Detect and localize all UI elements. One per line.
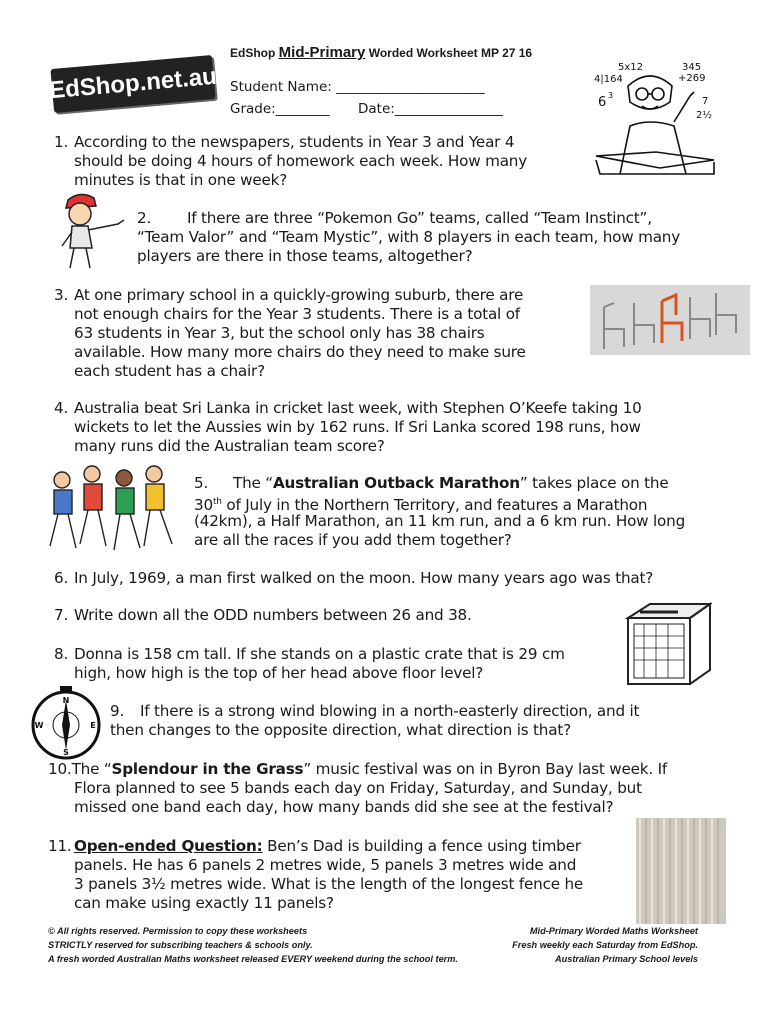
boy-doing-maths-illustration	[590, 56, 720, 180]
question-10-number: 10.	[48, 760, 72, 778]
question-7-number: 7.	[54, 606, 69, 624]
compass-north: N	[62, 696, 70, 705]
question-3-line: 63 students in Year 3, but the school only has 38 chairs	[74, 324, 485, 342]
compass-south: S	[63, 748, 69, 757]
question-6: In July, 1969, a man first walked on the moon. How many years ago was that?	[74, 569, 654, 587]
question-5-number: 5.	[194, 474, 209, 492]
q11-line1: Ben’s Dad is building a fence using timber	[262, 837, 581, 855]
question-3-line: At one primary school in a quickly-growing suburb, there are	[74, 286, 524, 304]
question-11-line: panels. He has 6 panels 2 metres wide, 5 panels 3 metres wide and	[74, 856, 577, 874]
doodle-text-4: 4|164	[594, 74, 623, 85]
question-4-number: 4.	[54, 399, 69, 417]
question-11-number: 11.	[48, 837, 72, 855]
q5-post: ” takes place on the	[519, 474, 669, 492]
question-5-line: are all the races if you add them together?	[194, 531, 512, 549]
q10-pre: The “	[71, 760, 112, 778]
doodle-text-7: 7	[702, 96, 709, 107]
question-1-line: minutes is that in one week?	[74, 171, 288, 189]
marathon-name: Australian Outback Marathon	[272, 474, 520, 492]
runners-illustration	[44, 462, 186, 558]
question-7: Write down all the ODD numbers between 26 and 38.	[74, 606, 472, 624]
date-field: Date:________________	[358, 101, 503, 117]
question-3-line: available. How many more chairs do they need to make sure	[74, 343, 526, 361]
question-3-number: 3.	[54, 286, 69, 304]
doodle-text-2: 345	[682, 62, 702, 73]
doodle-text-6: 3	[608, 91, 614, 100]
question-8	[74, 645, 565, 683]
question-10	[48, 760, 667, 779]
question-11-line: can make using exactly 11 panels?	[74, 894, 334, 912]
open-ended-heading: Open-ended Question:	[74, 837, 263, 855]
timber-fence-photo	[636, 818, 726, 924]
footer-worksheet-type: Mid-Primary Worded Maths Worksheet	[529, 926, 698, 936]
question-11-line: 3 panels 3½ metres wide. What is the length of the longest fence he	[74, 875, 584, 893]
question-11	[74, 856, 583, 913]
question-11-line	[74, 837, 581, 856]
plastic-crate-illustration	[620, 600, 712, 690]
q5-line2: of July in the Northern Territory, and features a Marathon	[221, 496, 648, 515]
q5-pre: The “	[233, 474, 273, 492]
doodle-text-3: +269	[678, 73, 706, 84]
question-1-number: 1.	[54, 133, 69, 151]
doodle-text-1: 5x12	[618, 62, 644, 73]
question-9-line: then changes to the opposite direction, what direction is that?	[110, 721, 571, 739]
doodle-text-8: 2½	[696, 110, 713, 121]
question-5-line: (42km), a Half Marathon, an 11 km run, and a 6 km run. How long	[194, 512, 686, 530]
footer-levels: Australian Primary School levels	[555, 954, 698, 964]
question-4	[74, 399, 642, 456]
worksheet-code: Worded Worksheet MP 27 16	[368, 46, 533, 60]
grade-field: Grade:________	[230, 101, 330, 117]
question-3	[74, 286, 526, 381]
question-6-number: 6.	[54, 569, 69, 587]
question-2-line: If there are three “Pokemon Go” teams, called “Team Instinct”,	[187, 209, 652, 227]
q10-post: ” music festival was on in Byron Bay last week. If	[303, 760, 668, 778]
footer-frequency: Fresh weekly each Saturday from EdShop.	[512, 940, 698, 950]
question-1-line: According to the newspapers, students in Year 3 and Year 4	[74, 133, 515, 151]
question-4-line: many runs did the Australian team score?	[74, 437, 385, 455]
compass-illustration	[26, 684, 106, 762]
student-name-field: Student Name: ______________________	[230, 79, 485, 95]
question-2-line: “Team Valor” and “Team Mystic”, with 8 players in each team, how many	[137, 228, 681, 246]
doodle-text-5: 6	[598, 95, 607, 110]
question-5-line	[233, 474, 669, 493]
footer-right	[496, 924, 698, 966]
question-1	[74, 133, 527, 190]
question-1-line: should be doing 4 hours of homework each week. How many	[74, 152, 528, 170]
level-text: Mid-Primary	[278, 44, 366, 61]
question-8-line: Donna is 158 cm tall. If she stands on a plastic crate that is 29 cm	[74, 645, 565, 663]
question-8-number: 8.	[54, 645, 69, 663]
worksheet-title	[230, 44, 532, 61]
question-9-number: 9.	[110, 702, 125, 720]
question-8-line: high, how high is the top of her head above floor level?	[74, 664, 484, 682]
question-3-line: each student has a chair?	[74, 362, 265, 380]
question-10-line	[48, 760, 667, 779]
compass-west: W	[34, 721, 44, 730]
chairs-photo	[590, 285, 750, 355]
question-10-line: missed one band each day, how many bands did she see at the festival?	[74, 798, 614, 816]
compass-east: E	[90, 721, 96, 730]
question-4-line: wickets to let the Aussies win by 162 runs. If Sri Lanka scored 198 runs, how	[74, 418, 641, 436]
question-2-line: players are there in those teams, altogether?	[137, 247, 473, 265]
q5-date: 30	[194, 496, 213, 515]
festival-name: Splendour in the Grass	[111, 760, 304, 778]
footer-left	[48, 924, 458, 966]
edshop-logo: EdShop.net.au	[50, 55, 215, 113]
question-2-number: 2.	[137, 209, 152, 227]
footer-copyright: © All rights reserved. Permission to copy these worksheets	[48, 926, 308, 936]
q5-date-suffix: th	[212, 497, 222, 507]
footer-release-note: A fresh worded Australian Maths worksheet released EVERY weekend during the school term.	[48, 954, 458, 964]
question-10-line: Flora planned to see 5 bands each day on Friday, Saturday, and Sunday, but	[74, 779, 642, 797]
question-4-line: Australia beat Sri Lanka in cricket last week, with Stephen O’Keefe taking 10	[74, 399, 642, 417]
footer-permission: STRICTLY reserved for subscribing teachers & schools only.	[48, 940, 313, 950]
pointing-boy-illustration	[58, 190, 130, 270]
question-3-line: not enough chairs for the Year 3 students. There is a total of	[74, 305, 520, 323]
brand-text: EdShop	[230, 46, 276, 60]
question-9-line: If there is a strong wind blowing in a north-easterly direction, and it	[140, 702, 640, 720]
